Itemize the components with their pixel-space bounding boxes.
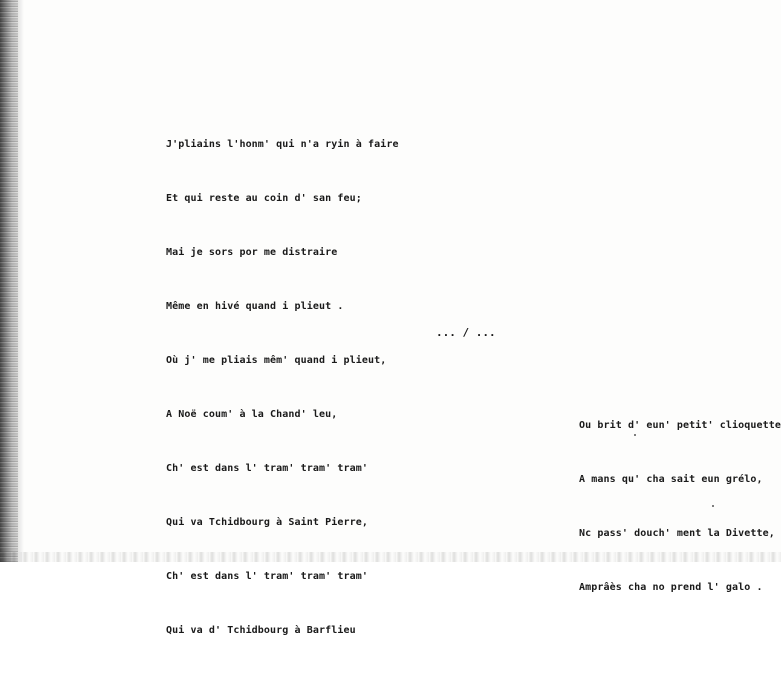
scan-speck <box>712 505 714 507</box>
stanza-2-line: A mans qu' cha sait eun grélo, <box>579 474 763 485</box>
continuation-mark: ... / ... <box>436 326 496 339</box>
stanza-1-line: Ch' est dans l' tram' tram' tram' <box>166 571 368 582</box>
stanza-1-line: J'pliains l'honm' qui n'a ryin à faire <box>166 139 399 150</box>
binding-edge-shadow <box>0 0 24 562</box>
stanza-1-line: Qui va Tchidbourg à Saint Pierre, <box>166 517 368 528</box>
stanza-1-line: Et qui reste au coin d' san feu; <box>166 193 362 204</box>
stanza-2-line: Amprâès cha no prend l' galo . <box>579 582 763 593</box>
poem-stanza-2 <box>579 381 781 633</box>
stanza-1-line: A Noë coum' à la Chand' leu, <box>166 409 338 420</box>
poem-stanza-1 <box>166 100 399 676</box>
scan-speck <box>634 434 636 436</box>
stanza-1-line: Où j' me pliais mêm' quand i plieut, <box>166 355 387 366</box>
stanza-1-line: Mai je sors por me distraire <box>166 247 338 258</box>
stanza-2-line: Ou brit d' eun' petit' clioquette <box>579 420 781 431</box>
stanza-1-line: Qui va d' Tchidbourg à Barflieu <box>166 625 356 636</box>
stanza-1-line: Ch' est dans l' tram' tram' tram' <box>166 463 368 474</box>
stanza-2-line: Nc pass' douch' ment la Divette, <box>579 528 775 539</box>
stanza-1-line: Même en hivé quand i plieut . <box>166 301 344 312</box>
